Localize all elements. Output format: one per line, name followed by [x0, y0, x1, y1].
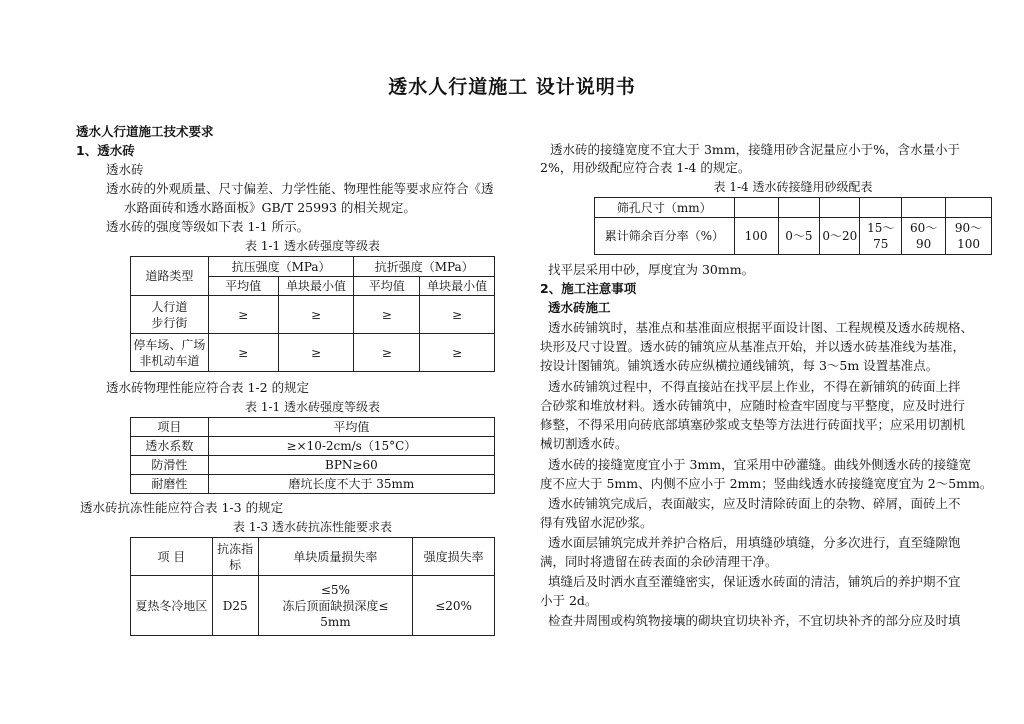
paragraph-line: 修整，不得采用向砖底部填塞砂浆或支垫等方法进行砖面找平；应采用切割机: [540, 417, 966, 432]
paragraph-line: 填缝后及时洒水直至灌缝密实，保证透水砖面的清洁，铺筑后的养护期不宜: [548, 574, 961, 589]
paragraph-line: 透水砖铺筑完成后，表面敲实，应及时清除砖面上的杂物、碎屑，面砖上不: [548, 496, 961, 511]
table-cell: ≥: [208, 296, 278, 334]
paragraph-line: 透水砖的外观质量、尺寸偏差、力学性能、物理性能等要求应符合《透: [106, 181, 494, 196]
paragraph-line: 透水砖铺筑过程中，不得直接站在找平层上作业，不得在新铺筑的砖面上拌: [548, 379, 961, 394]
paragraph-line: 合砂浆和堆放材料。透水砖铺筑中，应随时检查牢固度与平整度，应及时进行: [540, 398, 966, 413]
table-cell: [860, 198, 902, 218]
header-item: 项 目: [131, 538, 213, 576]
header-avg: 平均值: [208, 418, 494, 437]
header-grade: [212, 538, 258, 576]
header-cumulative-pct: 累计筛余百分率（%）: [595, 218, 735, 255]
section-2-heading: 2、施工注意事项: [540, 281, 637, 296]
header-road-type: 道路类型: [131, 257, 209, 296]
table-cell: [258, 576, 413, 636]
row-label: 透水系数: [131, 437, 209, 456]
header-compressive: 抗压强度（MPa）: [208, 257, 354, 277]
table-1-3-caption: 表 1-3 透水砖抗冻性能要求表: [233, 520, 392, 534]
cell-line: 75: [873, 237, 889, 251]
paragraph-line: 度不应大于 5mm、内侧不应小于 2mm；竖曲线透水砖接缝宽度宜为 2～5mm。: [540, 476, 993, 491]
table-cell: [860, 218, 902, 255]
paragraph-line: 透水砖的接缝宽度不宜大于 3mm，接缝用砂含泥量应小于%，含水量小于: [550, 142, 961, 157]
cell-line: 60～: [909, 221, 938, 235]
table-cell: 0～5: [778, 218, 820, 255]
cell-line: 冻后顶面缺损深度≤: [282, 598, 389, 613]
frost-resistance-table: [130, 537, 495, 636]
paragraph-line: 满，同时将遗留在砖表面的余砂清理干净。: [540, 554, 778, 569]
subheading-permeable-brick: 透水砖: [106, 162, 144, 177]
table-cell: [820, 198, 860, 218]
table-cell: 0～20: [820, 218, 860, 255]
table-cell: BPN≥60: [208, 456, 494, 475]
table-cell: ≥×10-2cm/s（15°C）: [208, 437, 494, 456]
table-1-1-caption: 表 1-1 透水砖强度等级表: [245, 239, 380, 253]
header-min: 单块最小值: [278, 277, 354, 296]
header-item: 项目: [131, 418, 209, 437]
table-cell: ≥: [208, 334, 278, 372]
row-label-line: 停车场、广场: [133, 337, 206, 352]
table-cell: 磨坑长度不大于 35mm: [208, 475, 494, 494]
table-cell: [734, 198, 778, 218]
table-cell: [902, 198, 946, 218]
header-line: 抗冻指: [217, 541, 254, 556]
row-label-line: 步行街: [151, 315, 188, 330]
header-mass-loss: 单块质量损失率: [258, 538, 413, 576]
table-cell: [778, 198, 820, 218]
paragraph-line: 得有残留水泥砂浆。: [540, 515, 653, 530]
header-avg: 平均值: [354, 277, 420, 296]
cell-line: 90～: [954, 221, 983, 235]
row-label: [131, 296, 209, 334]
table-cell: ≤20%: [413, 576, 495, 636]
paragraph-line: 透水砖的强度等级如下表 1-1 所示。: [106, 219, 310, 234]
row-label-line: 非机动车道: [139, 353, 200, 368]
header-flexural: 抗折强度（MPa）: [354, 257, 495, 277]
sand-gradation-table: [594, 197, 992, 255]
table-cell: D25: [212, 576, 258, 636]
table-cell: ≥: [354, 296, 420, 334]
table-cell: [946, 198, 992, 218]
section-1-heading: 1、透水砖: [76, 143, 135, 158]
strength-grade-table: [130, 256, 495, 372]
row-label: 防滑性: [131, 456, 209, 475]
paragraph-line: 透水砖铺筑时，基准点和基准面应根据平面设计图、工程规模及透水砖规格、: [548, 320, 974, 335]
header-avg: 平均值: [208, 277, 278, 296]
paragraph-line: 按设计图铺筑。铺筑透水砖应纵横拉通线铺筑，每 3～5m 设置基准点。: [540, 358, 939, 373]
header-strength-loss: 强度损失率: [413, 538, 495, 576]
paragraph-line: 透水砖物理性能应符合表 1-2 的规定: [106, 380, 310, 395]
table-cell: ≥: [278, 296, 354, 334]
cell-line: 90: [915, 237, 932, 251]
header-line: 标: [229, 557, 242, 572]
table-cell: ≥: [278, 334, 354, 372]
table-1-4-caption: 表 1-4 透水砖接缝用砂级配表: [713, 180, 873, 194]
row-label: 耐磨性: [131, 475, 209, 494]
row-label: [131, 334, 209, 372]
paragraph-line: 检查井周围或构筑物接壤的砌块宜切块补齐，不宜切块补齐的部分应及时填: [548, 613, 961, 628]
table-cell: [902, 218, 946, 255]
row-label-line: 人行道: [151, 299, 188, 314]
paragraph-line: 找平层采用中砂，厚度宜为 30mm。: [548, 262, 755, 277]
paragraph-line: 透水砖的接缝宽度宜小于 3mm，宜采用中砂灌缝。曲线外侧透水砖的接缝宽: [548, 457, 972, 472]
paragraph-line: 械切割透水砖。: [540, 436, 628, 451]
table-cell: 100: [734, 218, 778, 255]
table-cell: ≥: [420, 334, 495, 372]
cell-line: 15～: [867, 221, 895, 235]
paragraph-line: 小于 2d。: [540, 593, 598, 608]
header-sieve-size: 筛孔尺寸（mm）: [595, 198, 735, 218]
table-cell: ≥: [420, 296, 495, 334]
paragraph-line: 2%，用砂级配应符合表 1-4 的规定。: [540, 160, 751, 175]
table-cell: [946, 218, 992, 255]
cell-line: 5mm: [320, 614, 351, 629]
row-label: 夏热冬冷地区: [131, 576, 213, 636]
paragraph-line: 水路面砖和透水路面板》GB/T 25993 的相关规定。: [124, 200, 416, 215]
cell-line: 100: [957, 237, 980, 251]
table-1-2-caption: 表 1-1 透水砖强度等级表: [245, 400, 380, 414]
section-heading: 透水人行道施工技术要求: [76, 124, 214, 139]
cell-line: ≤5%: [320, 582, 350, 597]
physical-properties-table: [130, 417, 495, 494]
header-min: 单块最小值: [420, 277, 495, 296]
paragraph-line: 块形及尺寸设置。透水砖的铺筑应从基准点开始，并以透水砖基准线为基准，: [540, 339, 966, 354]
paragraph-line: 透水面层铺筑完成并养护合格后，用填缝砂填缝，分多次进行，直至缝隙饱: [548, 535, 961, 550]
table-cell: ≥: [354, 334, 420, 372]
paragraph-line: 透水砖抗冻性能应符合表 1-3 的规定: [80, 500, 284, 515]
document-title: 透水人行道施工 设计说明书: [388, 76, 636, 98]
subheading-brick-construction: 透水砖施工: [548, 300, 611, 315]
